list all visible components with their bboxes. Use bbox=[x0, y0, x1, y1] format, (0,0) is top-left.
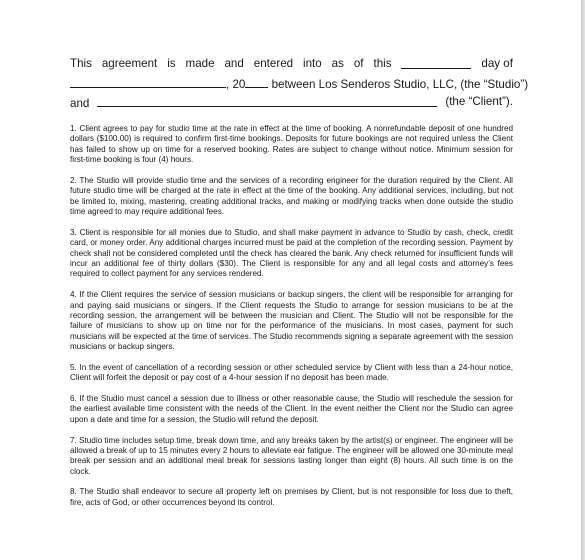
header-word: of bbox=[353, 57, 364, 70]
header-word: made bbox=[185, 57, 215, 70]
month-blank[interactable] bbox=[70, 75, 226, 88]
clause-7: 7. Studio time includes setup time, break down time, and any breaks taken by the artist(s) or engineer. The engineer will be allowed a break of up to 15 minutes every 2 hours to alleviate ear fatigue. The engineer will be allowed one 30-minute meal break per session and an additional meal break for sessions lasting longer than eight (8) hours. All such time is on the clock. bbox=[70, 435, 513, 476]
year-prefix: , 20 bbox=[226, 78, 246, 91]
header-word: agreement bbox=[101, 57, 158, 70]
clause-2: 2. The Studio will provide studio time and the services of a recording engineer for the duration required by the Client. All future studio time will be charged at the rate in effect at the time of the booking. Any additional services, including, but not be limited to, mixing, mastering, creating additional tracks, and making or modifying tracks when done outside the studio time agreed to may require additional fees. bbox=[70, 175, 513, 217]
header-word: entered bbox=[253, 57, 294, 70]
header-line-2 bbox=[70, 75, 529, 91]
clause-4: 4. If the Client requires the service of session musicians or backup singers, the client will be responsible for arranging for and paying said musicians or singers. If the Client requests the Studio to arrange for session musicians to be at the recording session, the arrangement will be between the musician and Client. The Studio will not be responsible for the failure of musicians to show up on time nor for the performance of the musicians. In most cases, payment for such musicians will be expected at the time of services. The Studio recommends signing a separate agreement with the session musicians or backup singers. bbox=[70, 290, 513, 352]
day-blank[interactable] bbox=[401, 56, 471, 69]
clauses-list bbox=[70, 124, 513, 519]
header-line1-end: day of bbox=[481, 57, 513, 70]
clause-5: 5. In the event of cancellation of a recording session or other scheduled service by Client with less than a 24-hour notice, Client will forfeit the deposit or pay cost of a 4-hour session if no deposit has been made. bbox=[70, 362, 513, 383]
clause-3: 3. Client is responsible for all monies due to Studio, and shall make payment in advance to Studio by cash, check, credit card, or money order. Any additional charges incurred must be paid at the completion of the recording session. Payment by check shall not be considered completed until the check has cleared the bank. Any check returned for insufficient funds will incur an additional fee of thirty dollars ($30). The Client is responsible for any and all legal costs and attorney’s fees required to collect payment for any services rendered. bbox=[70, 227, 513, 279]
header-word: This bbox=[70, 57, 92, 70]
header-word: as bbox=[331, 57, 344, 70]
header-line-1 bbox=[70, 56, 513, 72]
clause-1: 1. Client agrees to pay for studio time at the rate in effect at the time of booking. A nonrefundable deposit of one hundred dollars ($100.00) is required to confirm first-time bookings. Deposits for future bookings are not required unless the Client has failed to show up on time for a reserved booking. Rates are subject to change without notice. Minimum session for first-time booking is four (4) hours. bbox=[70, 124, 513, 165]
header-word: into bbox=[303, 57, 322, 70]
year-blank[interactable] bbox=[245, 75, 268, 88]
client-name-blank[interactable] bbox=[97, 94, 437, 107]
header-line-3 bbox=[70, 94, 513, 110]
studio-party-text: between Los Senderos Studio, LLC, (the “Studio”) bbox=[268, 78, 529, 91]
clause-6: 6. If the Studio must cancel a session due to illness or other reasonable cause, the Studio will reschedule the session for the earliest available time consistent with the needs of the Client. In the event neither the Client nor the Studio can agree upon a date and time for a session, the Studio will refund the deposit. bbox=[70, 394, 513, 424]
header-word: this bbox=[373, 57, 392, 70]
client-party-text: (the “Client”). bbox=[445, 95, 513, 108]
header-word: is bbox=[167, 57, 176, 70]
clause-8: 8. The Studio shall endeavor to secure all property left on premises by Client, but is not responsible for loss due to theft, fire, acts of God, or other occurrences beyond its control. bbox=[70, 487, 513, 507]
agreement-header bbox=[70, 56, 529, 112]
and-text: and bbox=[70, 97, 90, 110]
header-word: and bbox=[224, 57, 244, 70]
